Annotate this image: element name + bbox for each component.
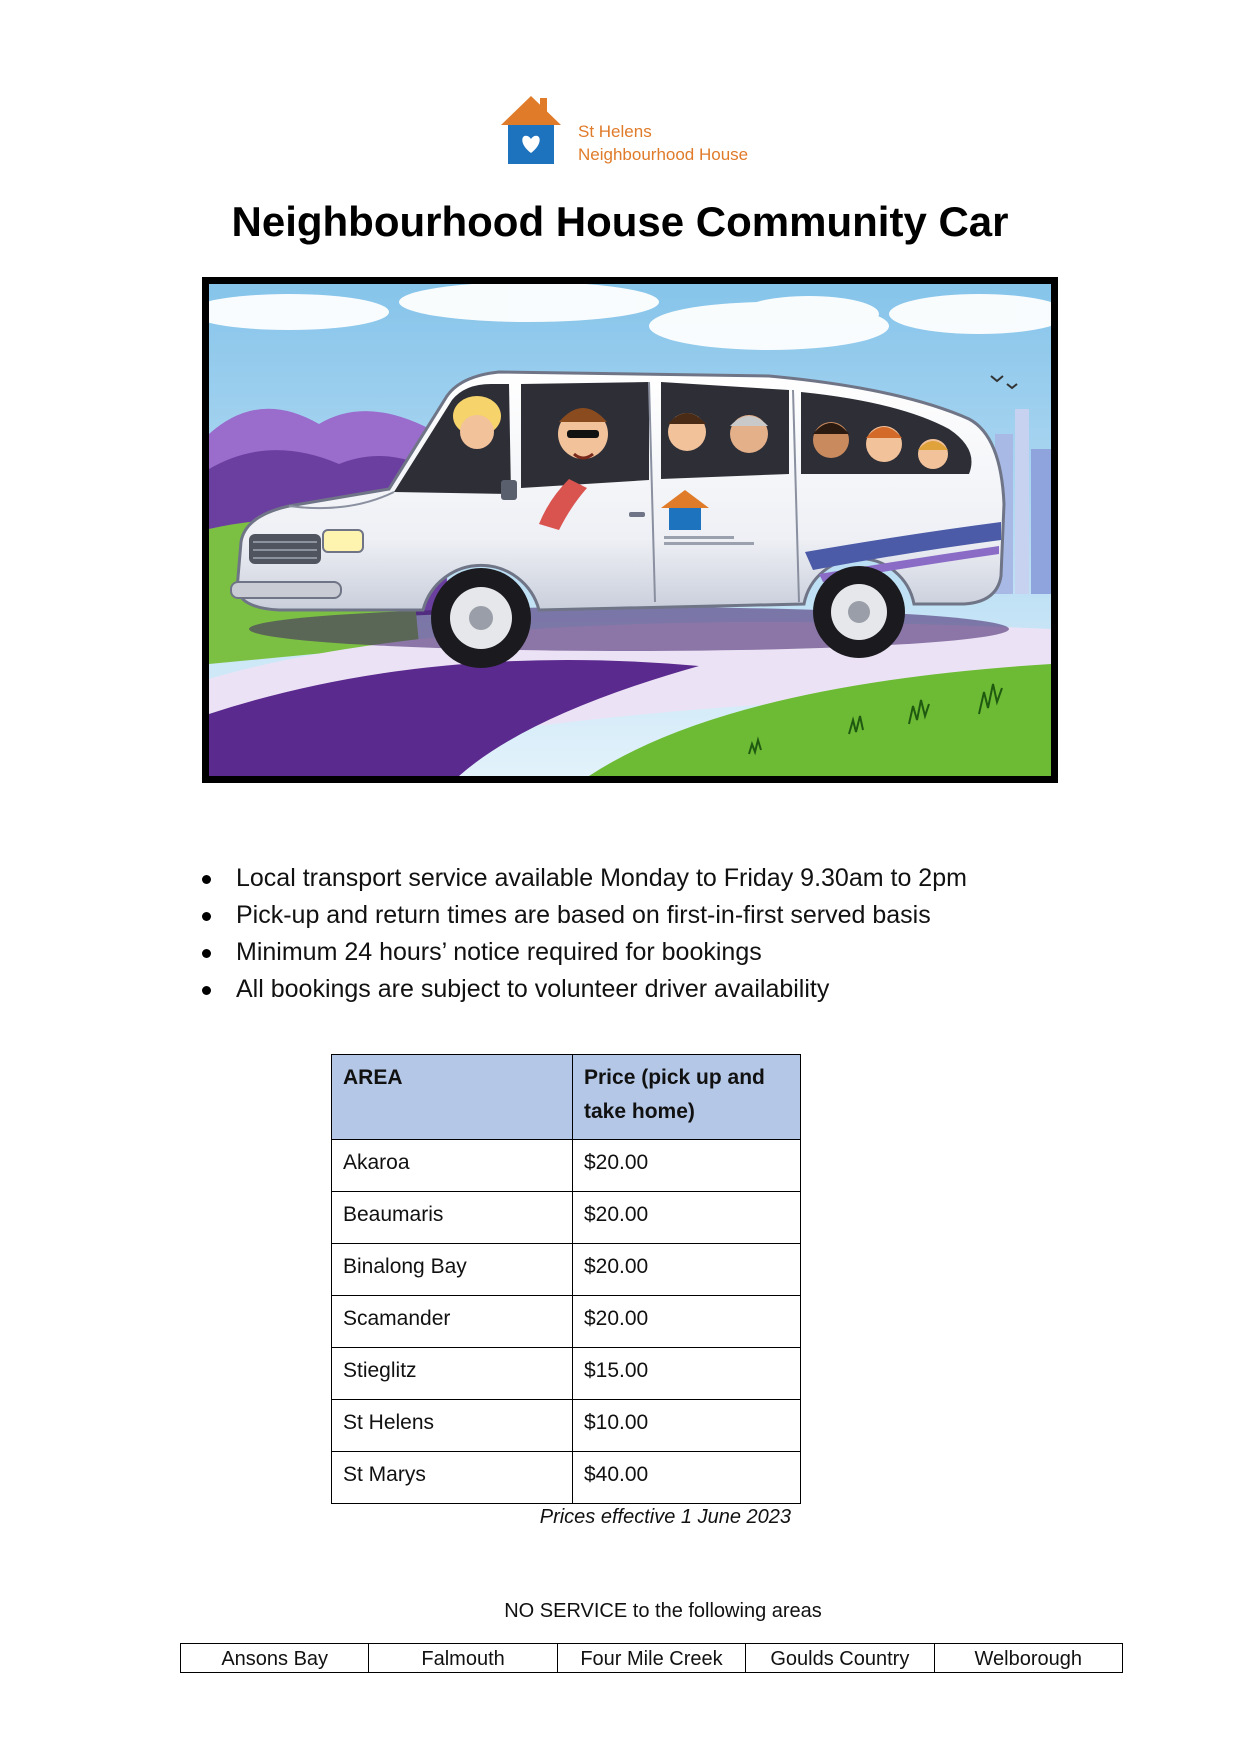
table-row — [332, 1244, 801, 1296]
no-service-area: Welborough — [934, 1644, 1122, 1673]
logo-line-2: Neighbourhood House — [578, 145, 749, 164]
van-scene — [209, 284, 1051, 776]
logo-roof — [501, 96, 561, 125]
table-row — [332, 1140, 801, 1192]
van-door-handle — [629, 512, 645, 517]
no-service-area: Ansons Bay — [181, 1644, 369, 1673]
list-item — [200, 897, 1200, 934]
bullet-icon — [202, 986, 211, 995]
no-service-area: Four Mile Creek — [557, 1644, 745, 1673]
area-cell: Binalong Bay — [332, 1244, 573, 1296]
price-cell: $20.00 — [573, 1244, 801, 1296]
community-van-illustration — [202, 277, 1058, 783]
van-mirror — [501, 480, 517, 500]
logo-text — [578, 120, 748, 166]
rear-wheel — [813, 566, 905, 658]
column-header-price: Price (pick up and take home) — [573, 1055, 801, 1140]
logo-line-1: St Helens — [578, 122, 652, 141]
list-item — [200, 860, 1200, 897]
van-bumper — [231, 582, 341, 598]
area-cell: Akaroa — [332, 1140, 573, 1192]
table-row — [332, 1348, 801, 1400]
bullet-icon — [202, 949, 211, 958]
logo — [500, 94, 780, 168]
no-service-area: Falmouth — [369, 1644, 557, 1673]
column-header-area: AREA — [332, 1055, 573, 1140]
no-service-table — [180, 1643, 1123, 1673]
price-cell: $20.00 — [573, 1140, 801, 1192]
list-item-text: Pick-up and return times are based on first-in-first served basis — [236, 901, 931, 929]
table-row — [332, 1192, 801, 1244]
list-item-text: Minimum 24 hours’ notice required for bookings — [236, 938, 762, 966]
list-item — [200, 971, 1200, 1008]
front-wheel — [431, 568, 531, 668]
list-item-text: All bookings are subject to volunteer driver availability — [236, 975, 830, 1003]
no-service-area: Goulds Country — [746, 1644, 934, 1673]
table-row — [181, 1644, 1123, 1673]
price-cell: $40.00 — [573, 1452, 801, 1504]
area-cell: St Marys — [332, 1452, 573, 1504]
service-info-list — [200, 860, 1200, 1008]
bullet-icon — [202, 875, 211, 884]
table-header-row — [332, 1055, 801, 1140]
list-item-text: Local transport service available Monday to Friday 9.30am to 2pm — [236, 864, 967, 892]
van-headlight — [323, 530, 363, 552]
price-table — [331, 1054, 801, 1504]
list-item — [200, 934, 1200, 971]
area-cell: Scamander — [332, 1296, 573, 1348]
price-effective-note: Prices effective 1 June 2023 — [539, 1506, 791, 1528]
price-cell: $15.00 — [573, 1348, 801, 1400]
area-cell: Stieglitz — [332, 1348, 573, 1400]
price-cell: $20.00 — [573, 1192, 801, 1244]
table-row — [332, 1400, 801, 1452]
area-cell: Beaumaris — [332, 1192, 573, 1244]
area-cell: St Helens — [332, 1400, 573, 1452]
table-row — [332, 1296, 801, 1348]
bullet-icon — [202, 912, 211, 921]
price-cell: $10.00 — [573, 1400, 801, 1452]
price-cell: $20.00 — [573, 1296, 801, 1348]
page-title: Neighbourhood House Community Car — [231, 198, 1009, 245]
table-row — [332, 1452, 801, 1504]
no-service-heading: NO SERVICE to the following areas — [504, 1600, 822, 1622]
house-heart-icon — [500, 94, 562, 166]
